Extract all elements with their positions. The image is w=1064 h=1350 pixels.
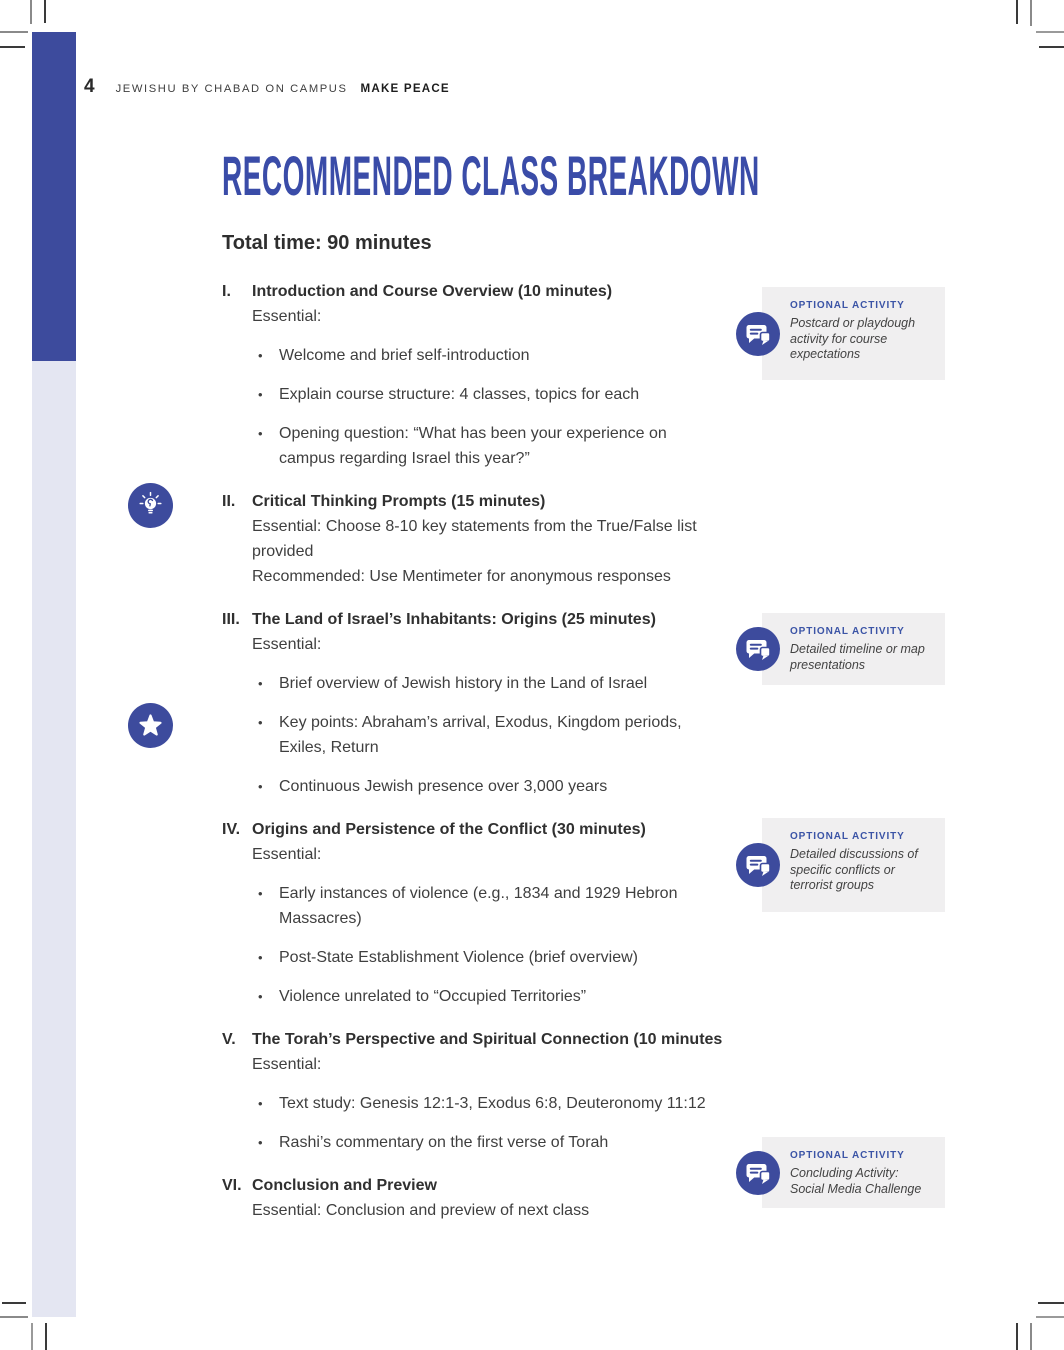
crop-mark	[30, 0, 32, 24]
star-icon	[128, 703, 173, 748]
optional-activity-text: Postcard or playdough activity for course expectations	[790, 316, 916, 361]
header-series: JEWISHU BY CHABAD ON CAMPUS	[115, 83, 348, 95]
crop-mark	[0, 1316, 28, 1318]
bullet-dot: •	[258, 1096, 263, 1111]
list-item: • Rashi’s commentary on the first verse of Torah	[252, 1130, 724, 1155]
page-number: 4	[84, 76, 95, 97]
crop-mark	[45, 1323, 47, 1350]
crop-mark	[1016, 1323, 1018, 1350]
bullet-dot: •	[258, 950, 263, 965]
speech-bubbles-icon	[736, 312, 780, 356]
crop-mark	[31, 1323, 33, 1350]
bullet-dot: •	[258, 715, 263, 730]
optional-activity-label: OPTIONAL ACTIVITY	[790, 300, 905, 311]
list-item: • Violence unrelated to “Occupied Territories”	[252, 984, 724, 1009]
list-item: • Continuous Jewish presence over 3,000 years	[252, 774, 724, 799]
list-item: • Post-State Establishment Violence (brief overview)	[252, 945, 724, 970]
bullet-dot: •	[258, 676, 263, 691]
section-4	[222, 817, 724, 1009]
speech-bubbles-icon	[736, 627, 780, 671]
list-item: • Key points: Abraham’s arrival, Exodus, Kingdom periods, Exiles, Return	[252, 710, 724, 760]
list-item: • Early instances of violence (e.g., 1834 and 1929 Hebron Massacres)	[252, 881, 724, 931]
crop-mark	[1036, 31, 1064, 33]
section-1	[222, 279, 724, 471]
crop-mark	[1030, 0, 1032, 26]
optional-activity-label: OPTIONAL ACTIVITY	[790, 626, 905, 637]
section-heading: Introduction and Course Overview (10 minutes)	[252, 283, 613, 300]
list-item: • Welcome and brief self-introduction	[252, 343, 724, 368]
crop-mark	[1039, 46, 1064, 48]
optional-activity-label: OPTIONAL ACTIVITY	[790, 1150, 905, 1161]
list-item: • Explain course structure: 4 classes, topics for each	[252, 382, 724, 407]
section-line: Essential: Choose 8-10 key statements from the True/False list provided	[252, 518, 697, 560]
bullet-dot: •	[258, 886, 263, 901]
optional-activity-label: OPTIONAL ACTIVITY	[790, 831, 905, 842]
section-numeral: V.	[222, 1031, 236, 1048]
margin-bar-light	[32, 361, 76, 1317]
lightbulb-icon	[128, 483, 173, 528]
margin-bar-blue	[32, 32, 76, 361]
section-numeral: IV.	[222, 821, 241, 838]
crop-mark	[0, 31, 28, 33]
list-item: • Opening question: “What has been your experience on campus regarding Israel this year?”	[252, 421, 724, 471]
section-2	[222, 489, 724, 589]
crop-mark	[1030, 1323, 1032, 1350]
section-5	[222, 1027, 724, 1155]
bullet-dot: •	[258, 387, 263, 402]
section-numeral: I.	[222, 283, 231, 300]
optional-activity-box	[762, 1137, 945, 1208]
optional-activity-text: Detailed discussions of specific conflicts or terrorist groups	[790, 847, 918, 892]
speech-bubbles-icon	[736, 843, 780, 887]
section-3	[222, 607, 724, 799]
list-item: • Text study: Genesis 12:1-3, Exodus 6:8, Deuteronomy 11:12	[252, 1091, 724, 1116]
page-title: RECOMMENDED CLASS BREAKDOWN	[222, 144, 760, 207]
bullet-dot: •	[258, 989, 263, 1004]
section-numeral: VI.	[222, 1177, 242, 1194]
list-item: • Brief overview of Jewish history in the Land of Israel	[252, 671, 724, 696]
page-subtitle: Total time: 90 minutes	[222, 232, 432, 254]
section-line: Recommended: Use Mentimeter for anonymous responses	[252, 568, 671, 585]
crop-mark	[1036, 1316, 1064, 1318]
section-line: Essential:	[252, 846, 322, 863]
section-heading: Conclusion and Preview	[252, 1177, 437, 1194]
optional-activity-box	[762, 613, 945, 685]
crop-mark	[1016, 0, 1018, 24]
crop-mark	[2, 1302, 26, 1304]
section-line: Essential:	[252, 308, 322, 325]
section-line: Essential:	[252, 636, 322, 653]
header-doc-title: MAKE PEACE	[360, 82, 450, 95]
bullet-dot: •	[258, 348, 263, 363]
section-numeral: III.	[222, 611, 240, 628]
section-heading: The Land of Israel’s Inhabitants: Origins (25 minutes)	[252, 611, 656, 628]
optional-activity-text: Detailed timeline or map presentations	[790, 642, 925, 672]
bullet-dot: •	[258, 779, 263, 794]
section-heading: The Torah’s Perspective and Spiritual Connection (10 minutes	[252, 1031, 723, 1048]
optional-activity-box	[762, 287, 945, 380]
optional-activity-box	[762, 818, 945, 912]
section-heading: Origins and Persistence of the Conflict (30 minutes)	[252, 821, 646, 838]
section-heading: Critical Thinking Prompts (15 minutes)	[252, 493, 546, 510]
speech-bubbles-icon	[736, 1151, 780, 1195]
crop-mark	[0, 46, 25, 48]
section-line: Essential: Conclusion and preview of next class	[252, 1202, 590, 1219]
section-numeral: II.	[222, 493, 236, 510]
bullet-dot: •	[258, 1135, 263, 1150]
class-breakdown-outline	[222, 279, 724, 1241]
crop-mark	[44, 0, 46, 23]
section-6	[222, 1173, 724, 1223]
running-header	[84, 76, 450, 98]
optional-activity-text: Concluding Activity: Social Media Challenge	[790, 1166, 922, 1196]
crop-mark	[1038, 1302, 1064, 1304]
bullet-dot: •	[258, 426, 263, 441]
section-line: Essential:	[252, 1056, 322, 1073]
